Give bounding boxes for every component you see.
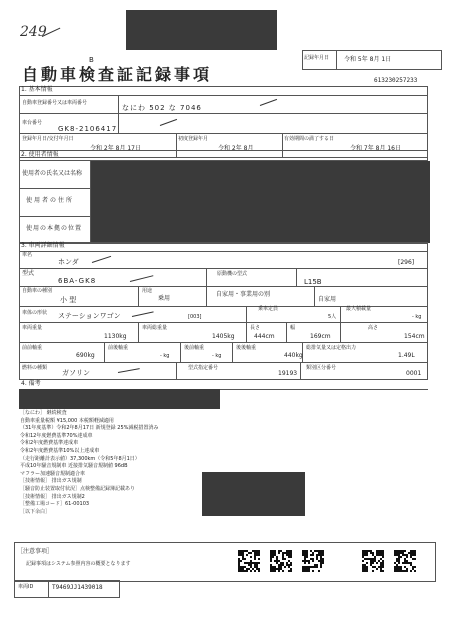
length-label: 長さ [250, 325, 261, 331]
remarks-line: 自動車重量税額 ¥15,000 本税額軽減適用 [20, 417, 114, 424]
height-label: 高さ [368, 325, 379, 331]
remarks-line: 令和12年度燃費基準70%達成車 [20, 432, 93, 439]
base-location-label: 使用の本拠の位置 [26, 225, 83, 232]
gross-value: 1405kg [212, 333, 235, 340]
notes-line: 記録事項はシステム参照内容の概要となります [26, 561, 131, 567]
body-code: [003] [188, 314, 202, 320]
capacity-label: 乗車定員 [258, 306, 279, 312]
record-date-value: 令和 5年 8月 1日 [344, 56, 392, 63]
rear-axle-label: 後後軸重 [236, 345, 257, 351]
record-date-label: 記録年月日 [304, 55, 330, 61]
qr-code-4-icon [362, 550, 384, 572]
vehicle-type-label: 自動車の種別 [22, 288, 53, 294]
section-user-title: 2. 使用者情報 [21, 151, 59, 158]
section-remarks-title: 4. 備考 [21, 380, 41, 387]
document-title: 自動車検査証記録事項 [22, 65, 213, 84]
private-label: 自家用・事業用の別 [216, 291, 271, 298]
first-reg-label: 登録年月日/交付年月日 [22, 136, 74, 142]
user-name-label: 使用者の氏名又は名称 [22, 170, 83, 177]
class-label: 類別区分番号 [306, 365, 337, 371]
remarks-line: ［技術情報］ 排出ガス規制 [20, 478, 82, 485]
cert-value: 19193 [278, 370, 298, 377]
qr-code-5-icon [394, 550, 416, 572]
front-rear-label: 前後軸重 [108, 345, 129, 351]
first-year-value: 令和 2年 8月 [218, 145, 254, 152]
model-value: 6BA-GK8 [58, 277, 97, 285]
front-axle-label: 前前軸重 [22, 345, 43, 351]
class-value: 0001 [406, 370, 422, 377]
displacement-value: 1.49L [398, 352, 415, 359]
first-reg-value: 令和 2年 8月 17日 [90, 145, 141, 152]
expiry-value: 令和 7年 8月 16日 [350, 145, 401, 152]
chassis-value: GK8-2106417 [58, 125, 118, 133]
form-code: B [89, 56, 94, 64]
remarks-line: 令和2年度燃費基準達成車 [20, 440, 79, 447]
make-label: 車名 [22, 252, 33, 258]
qr-code-1-icon [238, 550, 260, 572]
remarks-line: 平成10年騒音規制車 近接排気騒音規制値 96dB [20, 463, 128, 470]
fuel-value: ガソリン [62, 369, 90, 377]
width-label: 幅 [290, 325, 296, 331]
remarks-line: 令和2年度燃費基準10%以上達成車 [20, 447, 100, 454]
gross-label: 車両総重量 [142, 325, 168, 331]
make-code: [296] [398, 259, 415, 266]
redacted-remarks-header [19, 389, 220, 409]
document-number: 613230257233 [374, 77, 418, 84]
front-rear-value: - kg [160, 353, 170, 359]
section-vehicle-title: 3. 車両詳細情報 [21, 242, 65, 249]
displacement-label: 総排気量又は定格出力 [306, 345, 357, 351]
use-label: 用途 [142, 288, 153, 294]
remarks-line: マフラー加速騒音規制適合車 [20, 470, 86, 477]
redacted-header-block [126, 10, 277, 50]
rear-front-label: 後前軸重 [184, 345, 205, 351]
height-value: 154cm [404, 333, 425, 340]
remarks-lines [20, 410, 230, 516]
fuel-label: 燃料の種類 [22, 365, 48, 371]
remarks-line: ［なにわ］ 継続検査 [20, 410, 67, 416]
vehicle-id-value: T9469JJ1439018 [52, 584, 103, 591]
width-value: 169cm [310, 333, 331, 340]
max-load-value: - kg [412, 314, 422, 320]
qr-code-3-icon [302, 550, 324, 572]
make-value: ホンダ [58, 258, 79, 266]
rear-axle-value: 440kg [284, 352, 303, 359]
remarks-line: （走行距離計表示値）37,300km（令和5年8月1日） [20, 455, 140, 462]
max-load-label: 最大積載量 [346, 306, 372, 312]
length-value: 444cm [254, 333, 275, 340]
engine-label: 原動機の型式 [217, 271, 248, 277]
chassis-label: 車台番号 [22, 120, 43, 126]
model-label: 型式 [22, 270, 35, 277]
reg-number-label: 自動車登録番号又は車両番号 [22, 100, 88, 106]
section-basic-title: 1. 基本情報 [21, 86, 53, 93]
notes-header: ［注意事項］ [17, 548, 54, 555]
user-address-label: 使用者の住所 [26, 197, 75, 204]
body-value: ステーションワゴン [58, 312, 121, 320]
expiry-label: 有効期間の満了する日 [284, 136, 335, 142]
remarks-line: ［以下余白］ [20, 508, 51, 515]
engine-value: L15B [304, 278, 322, 286]
use-value: 乗用 [158, 295, 171, 302]
reg-number-value: なにわ 502 な 7046 [122, 104, 202, 112]
remarks-line: （31年度基準）令和2年8月17日 新規登録 25%減税措置済み [20, 425, 159, 432]
remarks-line: ［技術情報］ 排出ガス規制2 [20, 493, 85, 500]
body-label: 車体の形状 [22, 310, 48, 316]
remarks-line: ［整備工場コード］61-00103 [20, 501, 90, 508]
vehicle-type-value: 小 型 [60, 296, 77, 304]
rear-front-value: - kg [212, 353, 222, 359]
weight-value: 1130kg [104, 333, 127, 340]
weight-label: 車両重量 [22, 325, 43, 331]
front-axle-value: 690kg [76, 352, 95, 359]
private-value: 自家用 [318, 296, 337, 303]
qr-code-2-icon [270, 550, 292, 572]
vehicle-id-label: 車両ID [18, 584, 34, 590]
capacity-value: 5人 [328, 314, 337, 320]
remarks-line: ［騒音防止装置取付状況］点検整備記録簿記載あり [20, 485, 136, 492]
cert-label: 型式指定番号 [188, 365, 219, 371]
redacted-user-block [91, 161, 430, 243]
first-year-label: 初度登録年月 [178, 136, 209, 142]
handwritten-note: 249 [20, 24, 47, 40]
redacted-remarks-block [202, 472, 305, 516]
